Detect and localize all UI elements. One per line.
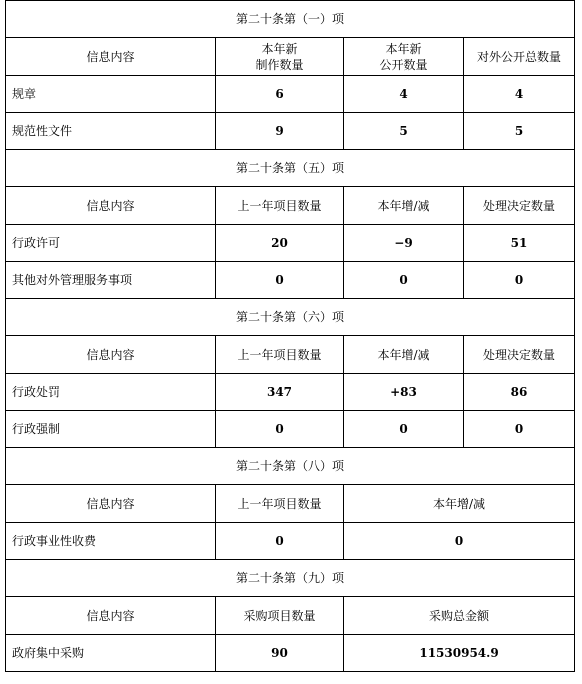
- section-title-row: [6, 150, 575, 187]
- header-col-3: 对外公开总数量: [464, 38, 575, 76]
- row-label: 规范性文件: [6, 113, 216, 150]
- row-value-1: 90: [216, 635, 344, 672]
- header-info: 信息内容: [6, 485, 216, 523]
- row-value-1: 347: [216, 374, 344, 411]
- header-col-1: 本年新 制作数量: [216, 38, 344, 76]
- header-row: [6, 336, 575, 374]
- section-title: 第二十条第（一）项: [6, 1, 575, 38]
- table-row: [6, 523, 575, 560]
- row-value-1: 0: [216, 262, 344, 299]
- header-col-2: 采购总金额: [344, 597, 575, 635]
- header-info: 信息内容: [6, 597, 216, 635]
- header-col-1: 上一年项目数量: [216, 485, 344, 523]
- row-value-2: +83: [344, 374, 464, 411]
- section-title-row: [6, 1, 575, 38]
- row-label: 行政事业性收费: [6, 523, 216, 560]
- header-col-3: 处理决定数量: [464, 187, 575, 225]
- row-label: 政府集中采购: [6, 635, 216, 672]
- section-title: 第二十条第（五）项: [6, 150, 575, 187]
- header-info: 信息内容: [6, 336, 216, 374]
- row-label: 行政强制: [6, 411, 216, 448]
- row-value-3: 51: [464, 225, 575, 262]
- header-col-2: 本年新 公开数量: [344, 38, 464, 76]
- header-row: [6, 38, 575, 76]
- section-title: 第二十条第（九）项: [6, 560, 575, 597]
- table-row: [6, 635, 575, 672]
- row-label: 其他对外管理服务事项: [6, 262, 216, 299]
- row-value-2: 0: [344, 411, 464, 448]
- section-title-row: [6, 560, 575, 597]
- row-value-2: 0: [344, 262, 464, 299]
- row-value-2: 4: [344, 76, 464, 113]
- table-row: [6, 113, 575, 150]
- table-row: [6, 225, 575, 262]
- header-info: 信息内容: [6, 38, 216, 76]
- section-title: 第二十条第（六）项: [6, 299, 575, 336]
- row-value-1: 0: [216, 411, 344, 448]
- header-col-1: 采购项目数量: [216, 597, 344, 635]
- header-col-2: 本年增/减: [344, 187, 464, 225]
- row-value-1: 0: [216, 523, 344, 560]
- row-value-3: 86: [464, 374, 575, 411]
- section-title-row: [6, 448, 575, 485]
- row-value-3: 0: [464, 411, 575, 448]
- row-value-2: −9: [344, 225, 464, 262]
- table-row: [6, 76, 575, 113]
- header-col-2: 本年增/减: [344, 485, 575, 523]
- row-label: 规章: [6, 76, 216, 113]
- header-row: [6, 187, 575, 225]
- row-label: 行政许可: [6, 225, 216, 262]
- row-value-1: 6: [216, 76, 344, 113]
- row-value-1: 20: [216, 225, 344, 262]
- row-value-3: 0: [464, 262, 575, 299]
- row-value-3: 5: [464, 113, 575, 150]
- header-row: [6, 485, 575, 523]
- table-row: [6, 262, 575, 299]
- row-value-2: 11530954.9: [344, 635, 575, 672]
- disclosure-table: [5, 0, 575, 672]
- row-value-3: 4: [464, 76, 575, 113]
- section-title-row: [6, 299, 575, 336]
- row-value-2: 5: [344, 113, 464, 150]
- header-col-1: 上一年项目数量: [216, 187, 344, 225]
- row-value-2: 0: [344, 523, 575, 560]
- header-col-3: 处理决定数量: [464, 336, 575, 374]
- header-col-1: 上一年项目数量: [216, 336, 344, 374]
- header-info: 信息内容: [6, 187, 216, 225]
- section-title: 第二十条第（八）项: [6, 448, 575, 485]
- table-row: [6, 374, 575, 411]
- row-label: 行政处罚: [6, 374, 216, 411]
- row-value-1: 9: [216, 113, 344, 150]
- header-row: [6, 597, 575, 635]
- header-col-2: 本年增/减: [344, 336, 464, 374]
- table-row: [6, 411, 575, 448]
